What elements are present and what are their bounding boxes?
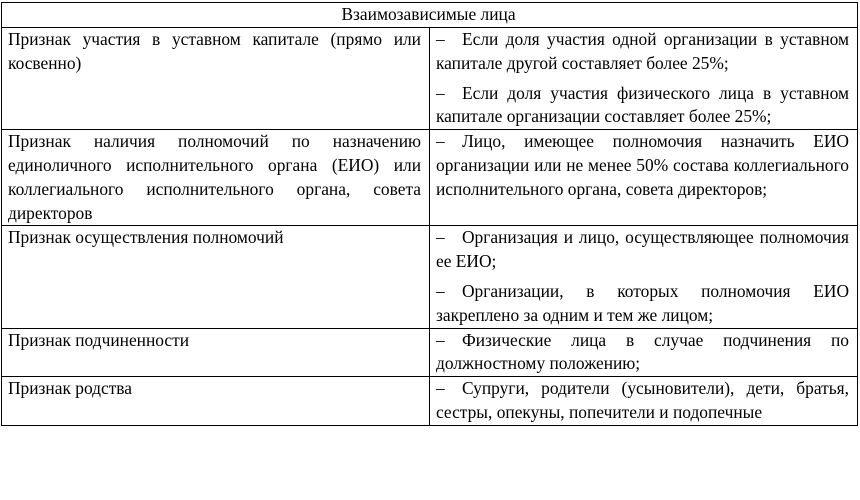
dash-marker: – (436, 82, 445, 103)
dash-marker: – (436, 227, 445, 248)
condition-text: Организация и лицо, осуществляющее полномочия ее ЕИО; (436, 227, 849, 272)
condition-text: Если доля участия одной организации в уставном капитале другой составляет более 25%; (436, 29, 849, 73)
condition-text: Если доля участия физического лица в уставном капитале организации составляет более 25%; (436, 82, 849, 127)
criterion-cell: Признак наличия полномочий по назначению единоличного исполнительного органа (ЕИО) или коллегиального исполнительного органа, совета директоров (2, 130, 430, 226)
conditions-cell (430, 28, 858, 130)
conditions-cell (430, 377, 858, 426)
condition-item (436, 226, 849, 274)
condition-text: Лицо, имеющее полномочия назначить ЕИО организации или не менее 50% состава коллегиального исполнительного органа, совета директоров; (436, 131, 849, 199)
interdependent-persons-table (1, 2, 858, 426)
table-row (2, 28, 858, 130)
dash-marker: – (436, 29, 445, 49)
table-row (2, 328, 858, 377)
condition-item (436, 377, 849, 425)
dash-marker: – (436, 329, 445, 350)
condition-item (436, 130, 849, 201)
condition-text: Супруги, родители (усыновители), дети, братья, сестры, опекуны, попечители и подопечные (436, 378, 849, 422)
condition-text: Организации, в которых полномочия ЕИО закреплено за одним и тем же лицом; (436, 280, 849, 325)
conditions-cell (430, 226, 858, 328)
dash-marker: – (436, 280, 445, 301)
condition-item (436, 329, 849, 377)
table-title: Взаимозависимые лица (2, 3, 858, 28)
table-header-row (2, 3, 858, 28)
condition-item (436, 82, 849, 130)
dash-marker: – (436, 131, 445, 152)
table-row (2, 377, 858, 426)
condition-text: Физические лица в случае подчинения по должностному положению; (436, 329, 849, 374)
table-row (2, 226, 858, 328)
table-row (2, 130, 858, 226)
criterion-cell: Признак участия в уставном капитале (прямо или косвенно) (2, 28, 430, 130)
condition-item (436, 28, 849, 76)
criterion-cell: Признак родства (2, 377, 430, 426)
conditions-cell (430, 328, 858, 377)
condition-item (436, 280, 849, 328)
criterion-cell: Признак подчиненности (2, 328, 430, 377)
criterion-cell: Признак осуществления полномочий (2, 226, 430, 328)
conditions-cell (430, 130, 858, 226)
dash-marker: – (436, 378, 445, 399)
